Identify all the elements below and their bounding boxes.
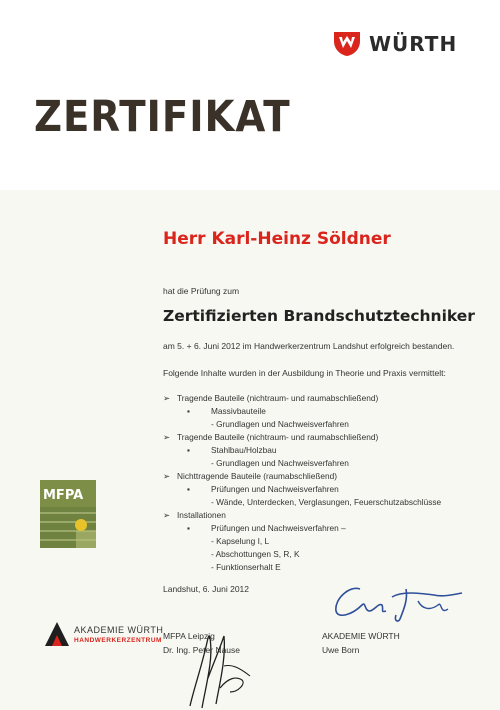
arrow-bullet-icon: ➢ — [163, 471, 170, 481]
contents-item-text: Stahlbau/Holzbau — [211, 445, 277, 455]
contents-intro: Folgende Inhalte wurden in der Ausbildung in Theorie und Praxis vermittelt: — [163, 368, 446, 378]
contents-item-level-2 — [163, 444, 483, 457]
arrow-bullet-icon: ➢ — [163, 510, 170, 520]
contents-item-text: - Abschottungen S, R, K — [211, 549, 300, 559]
left-signature — [180, 618, 260, 710]
contents-item-text: - Kapselung I, L — [211, 536, 270, 546]
contents-item-level-3 — [163, 496, 483, 509]
contents-item-text: Prüfungen und Nachweisverfahren — [211, 484, 339, 494]
place-date: Landshut, 6. Juni 2012 — [163, 584, 250, 594]
recipient-name: Herr Karl-Heinz Söldner — [163, 229, 391, 249]
contents-item-level-3 — [163, 418, 483, 431]
arrow-bullet-icon: ➢ — [163, 393, 170, 403]
left-signatory-org: MFPA Leipzig — [163, 631, 215, 641]
square-bullet-icon: ▪ — [187, 445, 190, 455]
square-bullet-icon: ▪ — [187, 406, 190, 416]
contents-item-level-2 — [163, 522, 483, 535]
contents-item-text: - Wände, Unterdecken, Verglasungen, Feuerschutzabschlüsse — [211, 497, 442, 507]
contents-item-level-3 — [163, 561, 483, 574]
akademie-triangle-icon — [44, 621, 70, 647]
mfpa-pattern-icon — [40, 507, 96, 548]
contents-item-text: - Grundlagen und Nachweisverfahren — [211, 458, 349, 468]
qualification-title: Zertifizierten Brandschutztechniker — [163, 307, 475, 325]
square-bullet-icon: ▪ — [187, 523, 190, 533]
akademie-wurth-logo — [44, 621, 163, 647]
contents-item-text: Installationen — [177, 510, 226, 520]
wurth-logo — [333, 30, 457, 58]
certificate-title: ZERTIFIKAT — [34, 92, 291, 142]
contents-item-level-3 — [163, 457, 483, 470]
contents-item-text: - Funktionserhalt E — [211, 562, 281, 572]
mfpa-badge-text: MFPA — [43, 488, 84, 503]
right-signature — [322, 575, 472, 625]
contents-item-text: Tragende Bauteile (nichtraum- und raumabschließend) — [177, 393, 379, 403]
contents-item-level-2 — [163, 483, 483, 496]
contents-item-level-1 — [163, 392, 483, 405]
contents-list — [163, 392, 483, 574]
intro-text: hat die Prüfung zum — [163, 286, 240, 296]
contents-item-level-3 — [163, 535, 483, 548]
contents-item-text: Tragende Bauteile (nichtraum- und raumabschließend) — [177, 432, 379, 442]
exam-date-text: am 5. + 6. Juni 2012 im Handwerkerzentrum Landshut erfolgreich bestanden. — [163, 341, 455, 351]
contents-item-text: Massivbauteile — [211, 406, 266, 416]
contents-item-level-1 — [163, 431, 483, 444]
contents-item-text: Nichttragende Bauteile (raumabschließend) — [177, 471, 338, 481]
arrow-bullet-icon: ➢ — [163, 432, 170, 442]
wurth-wordmark: WÜRTH — [369, 32, 458, 56]
wurth-mark-icon — [333, 31, 361, 57]
square-bullet-icon: ▪ — [187, 484, 190, 494]
contents-item-text: - Grundlagen und Nachweisverfahren — [211, 419, 349, 429]
left-signatory-name: Dr. Ing. Peter Nause — [163, 645, 241, 655]
contents-item-level-3 — [163, 548, 483, 561]
contents-item-level-1 — [163, 509, 483, 522]
right-signatory-org: AKADEMIE WÜRTH — [322, 631, 400, 641]
contents-item-text: Prüfungen und Nachweisverfahren – — [211, 523, 346, 533]
akademie-logo-line2: HANDWERKERZENTRUM — [74, 636, 162, 644]
right-signatory-name: Uwe Born — [322, 645, 360, 655]
mfpa-badge — [40, 480, 96, 548]
contents-item-level-2 — [163, 405, 483, 418]
akademie-logo-line1: AKADEMIE WÜRTH — [74, 624, 164, 635]
contents-item-level-1 — [163, 470, 483, 483]
